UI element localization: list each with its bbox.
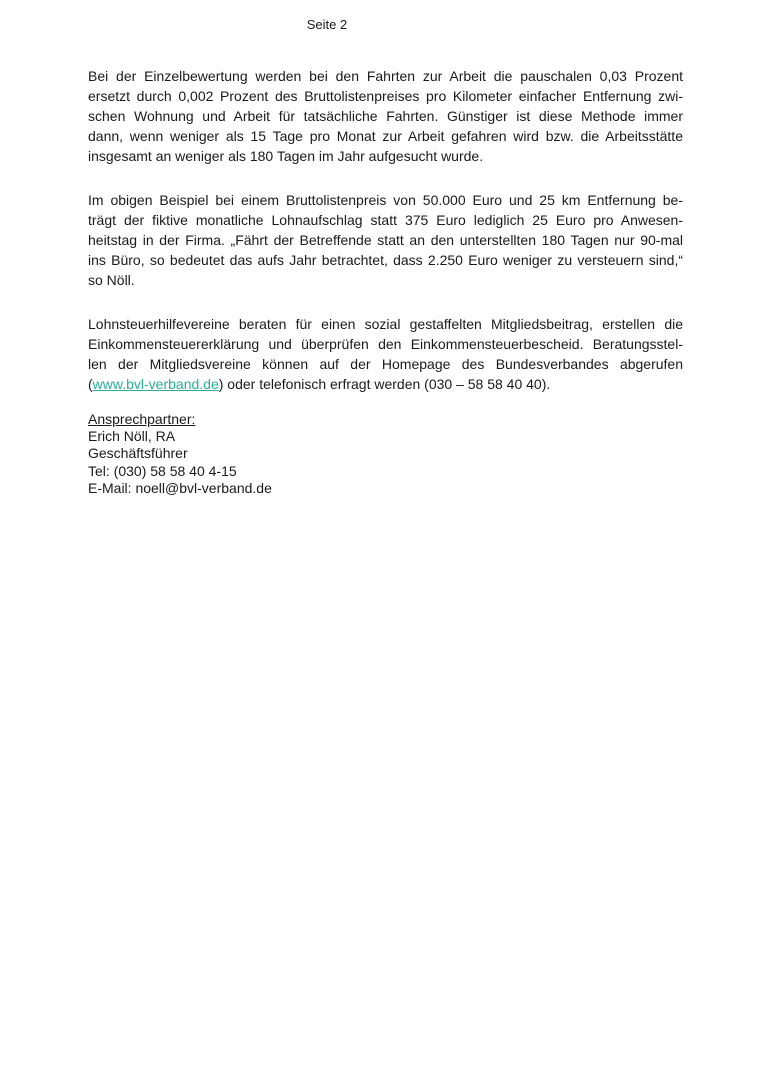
paragraph bbox=[88, 66, 683, 166]
page-number: Seite 2 bbox=[306, 17, 348, 32]
text-line: ins Büro, so bedeutet das aufs Jahr betrachtet, dass 2.250 Euro weniger zu versteuern sind,“ bbox=[88, 252, 683, 268]
text-line: (www.bvl-verband.de) oder telefonisch erfragt werden (030 – 58 58 40 40). bbox=[88, 376, 551, 392]
text-line: Einkommensteuererklärung und überprüfen den Einkommensteuerbescheid. Beratungsstel- bbox=[88, 336, 683, 352]
contact-heading: Ansprechpartner: bbox=[88, 411, 196, 427]
page-header bbox=[0, 17, 654, 32]
paragraph bbox=[88, 314, 683, 394]
text-line: Bei der Einzelbewertung werden bei den Fahrten zur Arbeit die pauschalen 0,03 Prozent bbox=[88, 68, 683, 84]
contact-line: Geschäftsführer bbox=[88, 445, 188, 462]
bvl-website-link[interactable]: www.bvl-verband.de bbox=[92, 376, 219, 392]
contact-line: E-Mail: noell@bvl-verband.de bbox=[88, 479, 272, 496]
text-line: heitstag in der Firma. „Fährt der Betreffende statt an den unterstellten 180 Tagen nur 90-mal bbox=[88, 232, 683, 248]
text-line: insgesamt an weniger als 180 Tagen im Jahr aufgesucht wurde. bbox=[88, 148, 484, 164]
text-line: dann, wenn weniger als 15 Tage pro Monat zur Arbeit gefahren wird bzw. die Arbeitsstätte bbox=[88, 128, 683, 144]
text-line: Im obigen Beispiel bei einem Bruttolistenpreis von 50.000 Euro und 25 km Entfernung be- bbox=[88, 192, 683, 208]
body-paragraphs bbox=[88, 66, 683, 394]
contact-line: Tel: (030) 58 58 40 4-15 bbox=[88, 462, 237, 479]
text-line: Lohnsteuerhilfevereine beraten für einen sozial gestaffelten Mitgliedsbeitrag, erstellen die bbox=[88, 316, 683, 332]
document-body bbox=[88, 66, 683, 497]
text-line: len der Mitgliedsvereine können auf der Homepage des Bundesverbandes abgerufen bbox=[88, 356, 683, 372]
text-line: trägt der fiktive monatliche Lohnaufschlag statt 375 Euro lediglich 25 Euro pro Anwesen- bbox=[88, 212, 683, 228]
contact-block bbox=[88, 411, 683, 497]
text-line: schen Wohnung und Arbeit für tatsächliche Fahrten. Günstiger ist diese Methode immer bbox=[88, 108, 683, 124]
contact-line: Erich Nöll, RA bbox=[88, 428, 176, 444]
paragraph bbox=[88, 190, 683, 290]
contact-lines bbox=[88, 428, 683, 497]
text-line: ersetzt durch 0,002 Prozent des Bruttolistenpreises pro Kilometer einfacher Entfernung zwi- bbox=[88, 88, 683, 104]
text-line: so Nöll. bbox=[88, 272, 135, 288]
